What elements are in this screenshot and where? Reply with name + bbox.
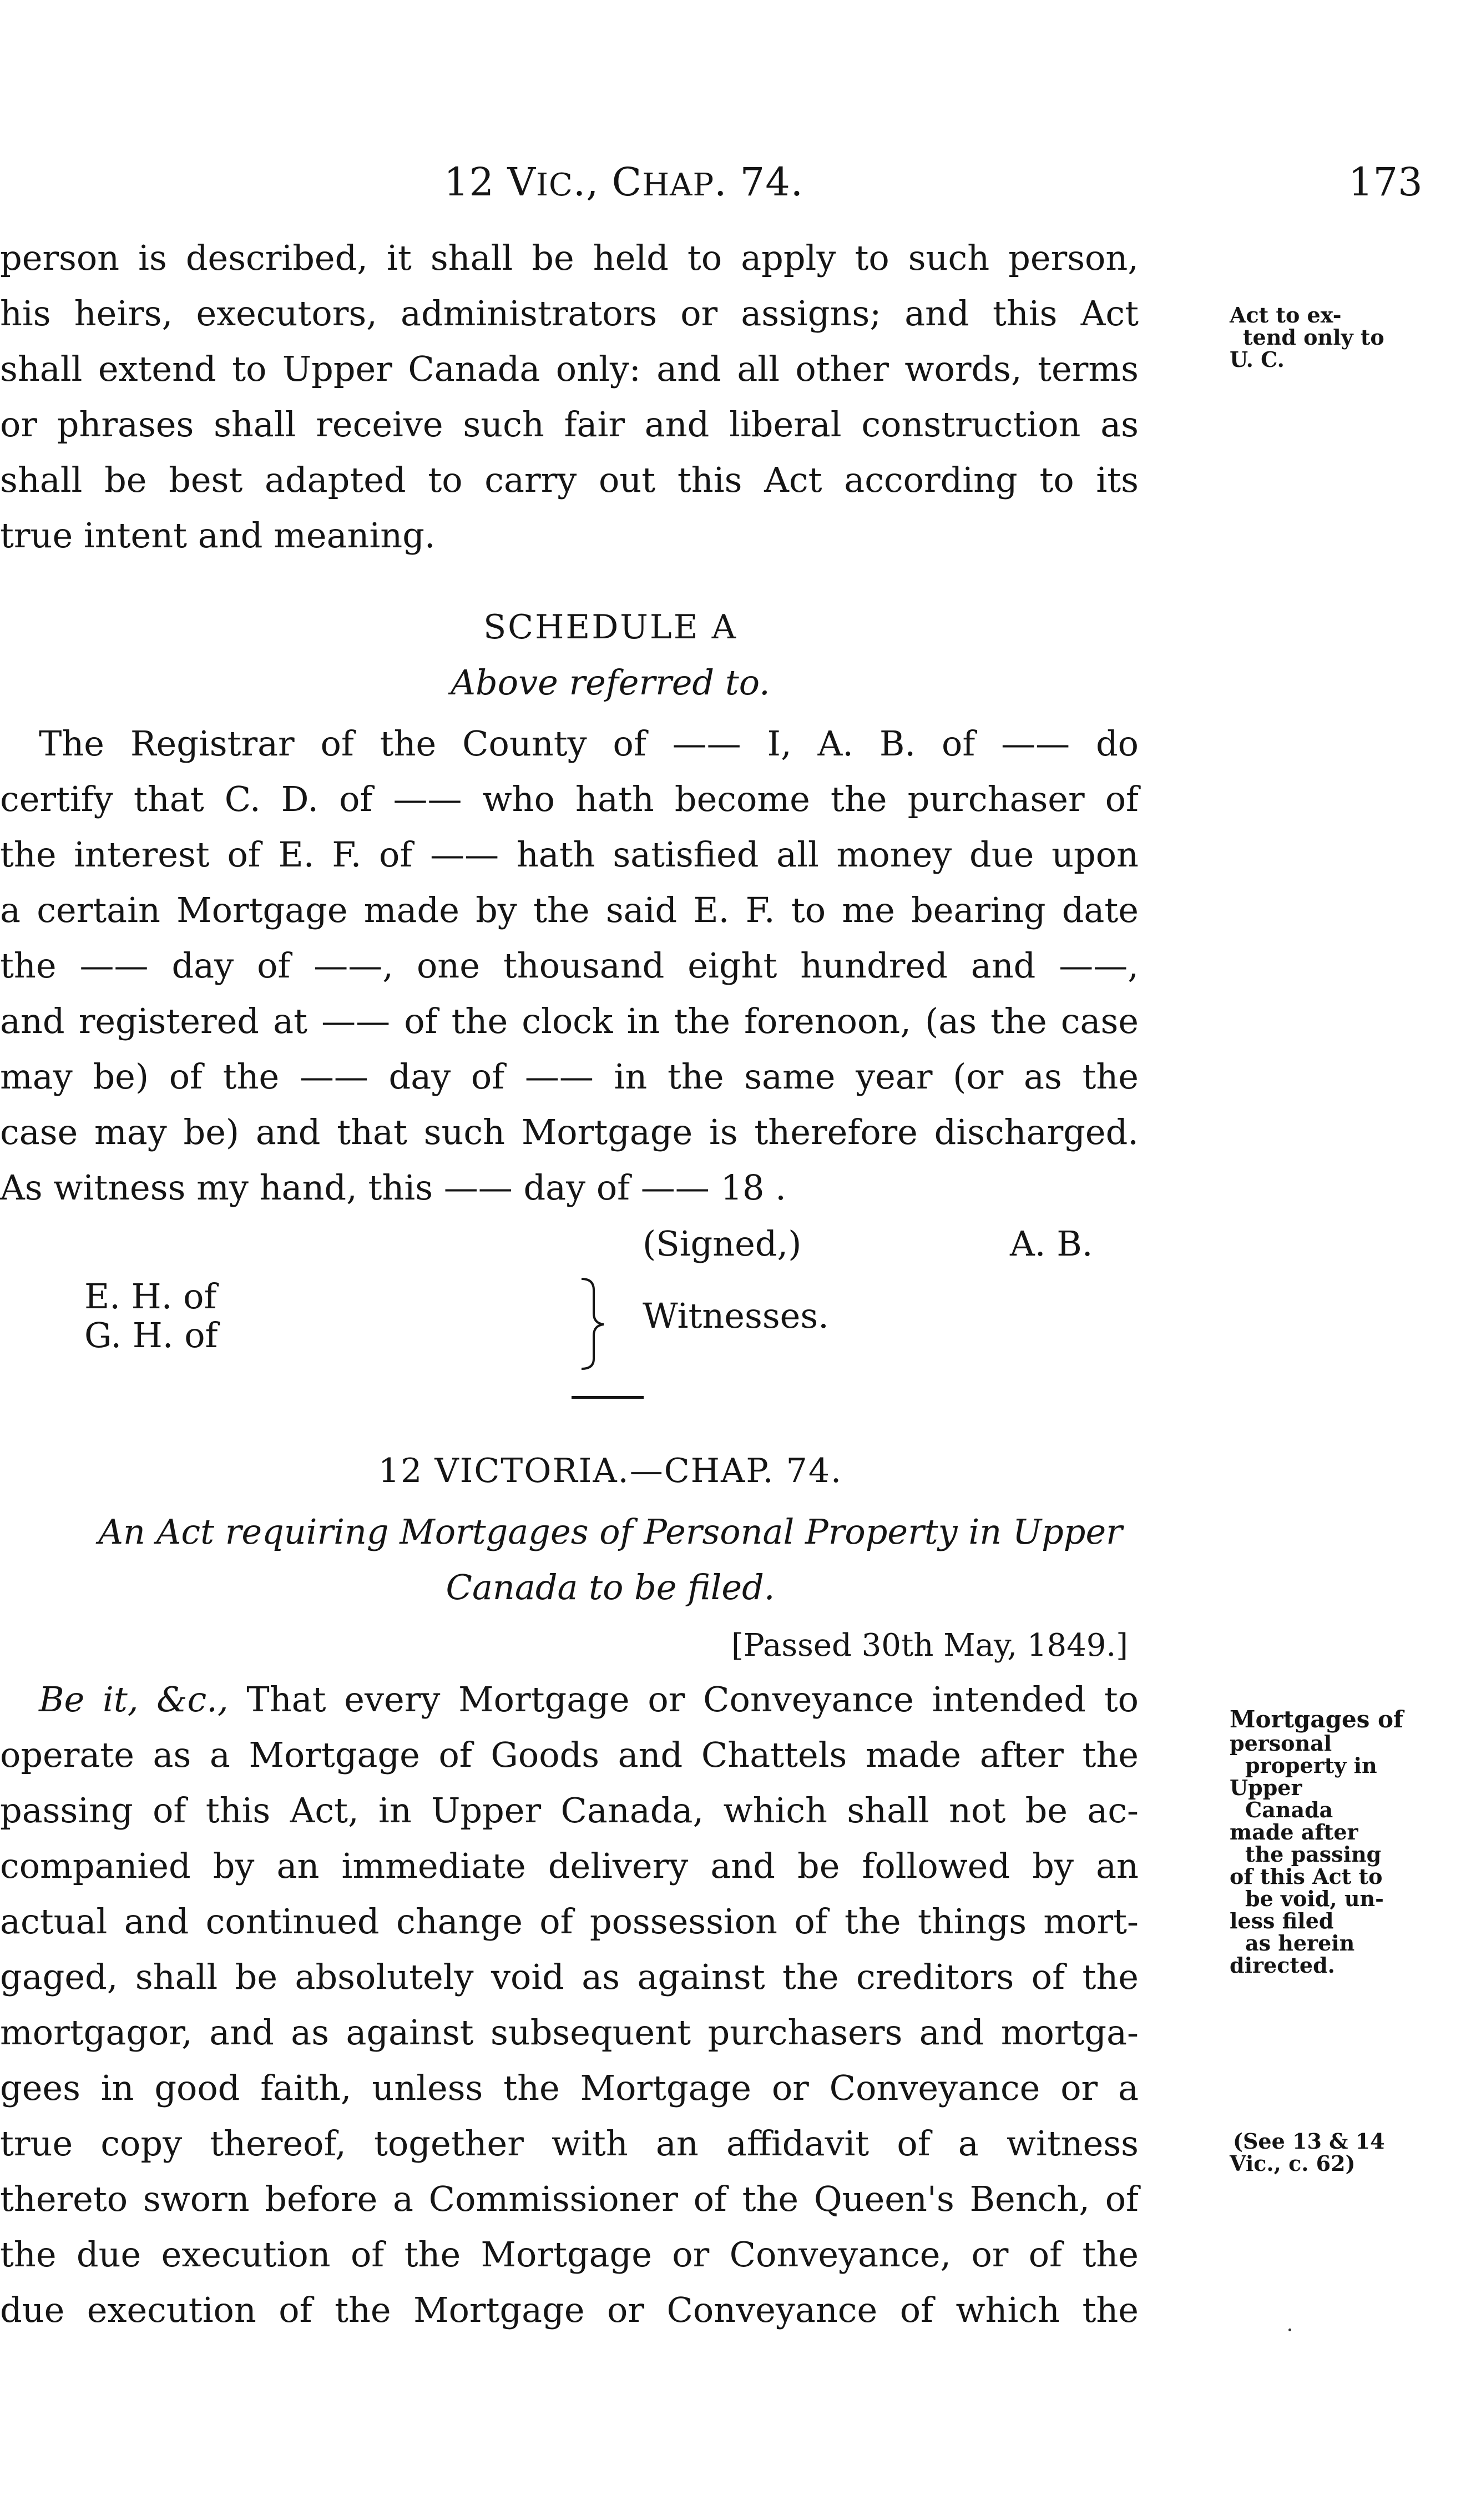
text-line: the due execution of the Mortgage or Conveyance, or of the <box>0 2234 1139 2275</box>
margin-note-line: (See 13 & 14 <box>1233 2129 1385 2154</box>
schedule-title: SCHEDULE A <box>483 608 737 647</box>
text-line: and registered at —— of the clock in the forenoon, (as the case <box>0 1001 1139 1041</box>
schedule-text <box>0 716 1139 1216</box>
witnesses-label: Witnesses. <box>643 1296 829 1336</box>
text-line: shall be best adapted to carry out this Act according to its <box>0 460 1139 500</box>
text-line: actual and continued change of possession of the things mort- <box>0 1901 1139 1942</box>
witness-name: G. H. of <box>84 1315 218 1355</box>
margin-note-line: property in <box>1245 1753 1377 1778</box>
text-line: gees in good faith, unless the Mortgage or Conveyance or a <box>0 2068 1139 2108</box>
margin-note-line: U. C. <box>1230 347 1285 372</box>
text-line: operate as a Mortgage of Goods and Chattels made after the <box>0 1735 1139 1775</box>
margin-note <box>1230 2130 1385 2175</box>
passed-date: [Passed 30th May, 1849.] <box>731 1627 1128 1664</box>
margin-note-line: Vic., c. 62) <box>1230 2151 1356 2176</box>
running-header-title: 12 VIC., CHAP. 74. <box>444 159 803 205</box>
text-line: companied by an immediate delivery and be followed by an <box>0 1846 1139 1886</box>
schedule-subtitle: Above referred to. <box>451 662 770 703</box>
witness-name: E. H. of <box>84 1276 217 1317</box>
margin-note-line: Upper <box>1230 1775 1302 1800</box>
text-line: the interest of E. F. of —— hath satisfied all money due upon <box>0 834 1139 875</box>
text-line: As witness my hand, this —— day of —— 18 . <box>0 1167 786 1208</box>
text-line: true intent and meaning. <box>0 515 436 556</box>
margin-note-line: directed. <box>1230 1953 1335 1978</box>
margin-note-line: as herein <box>1245 1931 1355 1955</box>
text-line: person is described, it shall be held to apply to such person, <box>0 238 1139 278</box>
text-line: gaged, shall be absolutely void as against the creditors of the <box>0 1957 1139 1997</box>
signer-name: A. B. <box>1010 1223 1093 1264</box>
text-line: due execution of the Mortgage or Conveyance of which the <box>0 2290 1139 2330</box>
text-line: his heirs, executors, administrators or assigns; and this Act <box>0 293 1139 334</box>
text-line: case may be) and that such Mortgage is therefore discharged. <box>0 1112 1139 1152</box>
text-line: shall extend to Upper Canada only: and all other words, terms <box>0 349 1139 389</box>
text-line: The Registrar of the County of —— I, A. B. of —— do <box>39 723 1139 764</box>
brace-icon <box>577 1277 610 1371</box>
margin-note-line: Act to ex- <box>1230 303 1342 327</box>
text-line: passing of this Act, in Upper Canada, which shall not be ac- <box>0 1790 1139 1831</box>
act-body <box>0 1672 1139 2338</box>
section-divider <box>572 1396 644 1399</box>
margin-note-line: Canada <box>1245 1797 1333 1822</box>
margin-note-line: the passing <box>1245 1842 1382 1867</box>
text-line: the —— day of ——, one thousand eight hundred and ——, <box>0 945 1139 986</box>
margin-note-line: tend only to <box>1243 325 1384 350</box>
page-number: 173 <box>1348 159 1423 205</box>
text-span: Be it, &c., That every Mortgage or Conveyance intended to <box>39 1679 1139 1720</box>
text-line: mortgagor, and as against subsequent purchasers and mortga- <box>0 2012 1139 2053</box>
margin-note-line: be void, un- <box>1245 1886 1384 1911</box>
text-line: a certain Mortgage made by the said E. F. to me bearing date <box>0 890 1139 930</box>
margin-note-line: of this Act to <box>1230 1864 1383 1889</box>
text-line: or phrases shall receive such fair and liberal construction as <box>0 404 1139 445</box>
text-line <box>0 1672 1139 1727</box>
signed-label: (Signed,) <box>643 1223 802 1264</box>
top-paragraph <box>0 230 1139 563</box>
margin-note-line: less filed <box>1230 1908 1334 1933</box>
text-line: thereto sworn before a Commissioner of the Queen's Bench, of <box>0 2179 1139 2219</box>
act-title-line: Canada to be filed. <box>446 1567 775 1607</box>
margin-note <box>1230 1707 1403 1977</box>
margin-note-line: Mortgages of <box>1230 1706 1404 1733</box>
margin-note-line: personal <box>1230 1731 1332 1756</box>
act-title-line: An Act requiring Mortgages of Personal Property in Upper <box>98 1511 1123 1552</box>
text-line: true copy thereof, together with an affidavit of a witness <box>0 2123 1139 2164</box>
ink-speck <box>1288 2329 1291 2331</box>
text-line: may be) of the —— day of —— in the same year (or as the <box>0 1056 1139 1097</box>
margin-note-line: made after <box>1230 1820 1358 1844</box>
act-heading: 12 VICTORIA.—CHAP. 74. <box>378 1451 843 1490</box>
text-line: certify that C. D. of —— who hath become the purchaser of <box>0 779 1139 819</box>
margin-note <box>1230 304 1384 371</box>
